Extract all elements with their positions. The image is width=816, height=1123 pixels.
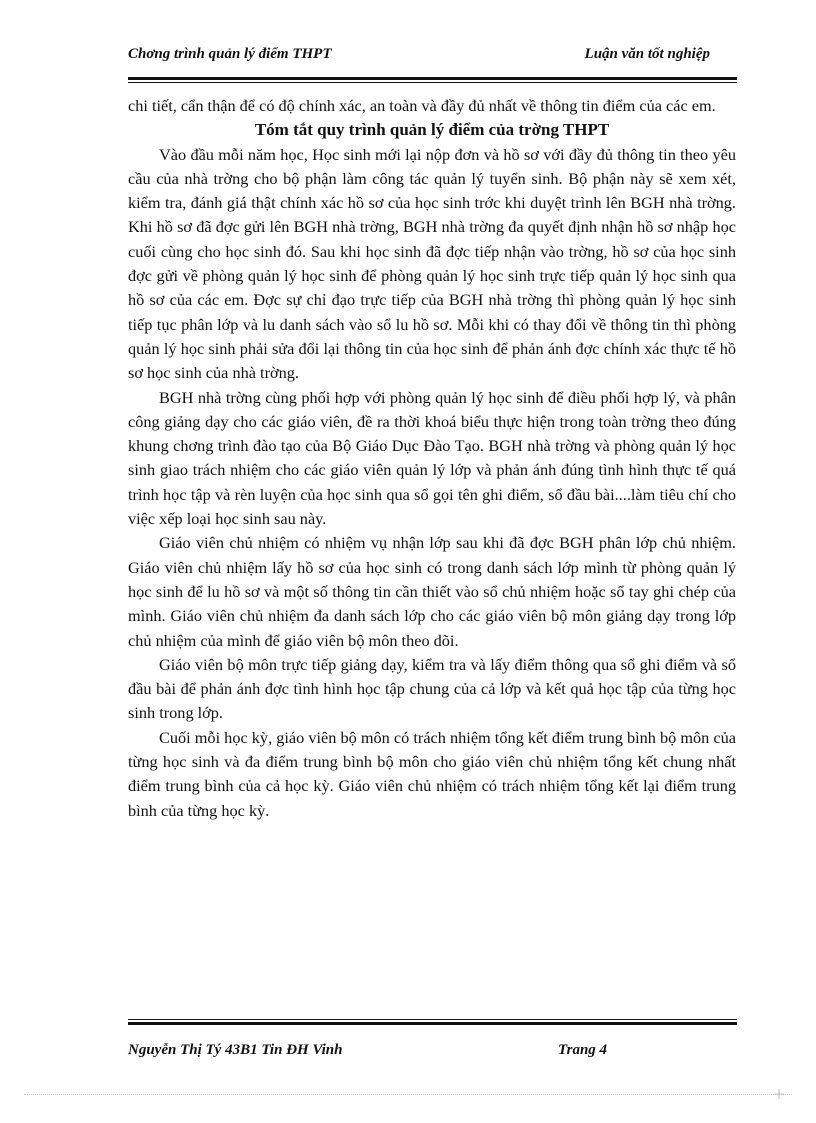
intro-paragraph: chi tiết, cẩn thận để có độ chính xác, an toàn và đầy đủ nhất về thông tin điểm của các em. [128, 96, 716, 115]
header-rule-thin [128, 82, 737, 83]
header-title: Chơng trình quản lý điểm THPT [128, 46, 332, 62]
page-header [128, 44, 736, 74]
paragraph: Giáo viên chủ nhiệm có nhiệm vụ nhận lớp sau khi đã đợc BGH phân lớp chủ nhiệm. Giáo viên chủ nhiệm lấy hồ sơ của học sinh có trong danh sách lớp mình từ phòng quản lý học sinh để lu hồ sơ và một số thông tin cần thiết vào sổ chủ nhiệm hoặc sổ tay ghi chép của mình. Giáo viên chủ nhiệm đa danh sách lớp cho các giáo viên bộ môn giảng dạy trong lớp chủ nhiệm của mình để giáo viên bộ môn theo dõi. [128, 533, 736, 650]
header-rule-thick [128, 77, 737, 80]
footer-rule-thick [128, 1022, 737, 1025]
footer-author: Nguyễn Thị Tý 43B1 Tin ĐH Vinh [128, 1042, 343, 1058]
paragraph: Vào đầu mỗi năm học, Học sinh mới lại nộp đơn và hồ sơ với đầy đủ thông tin theo yêu cầu của nhà trờng cho bộ phận làm công tác quản lý tuyển sinh. Bộ phận này sẽ xem xét, kiểm tra, đánh giá thật chính xác hồ sơ của học sinh trớc khi duyệt trình lên BGH nhà trờng. Khi hồ sơ đã đợc gửi lên BGH nhà trờng, BGH nhà trờng đa quyết định nhận hồ sơ nhập học cuối cùng cho học sinh đó. Sau khi học sinh đã đợc tiếp nhận vào trờng, hồ sơ của học sinh đợc gửi về phòng quản lý học sinh để phòng quản lý học sinh trực tiếp quản lý học sinh qua hồ sơ của các em. Đợc sự chỉ đạo trực tiếp của BGH nhà trờng thì phòng quản lý học sinh tiếp tục phân lớp và lu danh sách vào sổ lu hồ sơ. Mỗi khi có thay đổi về thông tin thì phòng quản lý học sinh phải sửa đổi lại thông tin của học sinh để phản ánh đợc chính xác thực tế hồ sơ học sinh của nhà trờng. [128, 144, 736, 383]
paragraph: Giáo viên bộ môn trực tiếp giảng dạy, kiểm tra và lấy điểm thông qua sổ ghi điểm và sổ đầu bài để phản ánh đợc tình hình học tập chung của cả lớp và kết quả học tập của từng học sinh trong lớp. [128, 654, 736, 723]
paragraph: BGH nhà trờng cùng phối hợp với phòng quản lý học sinh để điều phối hợp lý, và phân công giảng dạy cho các giáo viên, đề ra thời khoá biểu thực hiện trong toàn trờng theo đúng khung chơng trình đào tạo của Bộ Giáo Dục Đào Tạo. BGH nhà trờng và phòng quản lý học sinh giao trách nhiệm cho các giáo viên quản lý lớp và phản ánh đúng tình hình thực tế quá trình học tập và rèn luyện của học sinh qua sổ gọi tên ghi điểm, sổ đầu bài....làm tiêu chí cho việc xếp loại học sinh sau này. [128, 387, 736, 529]
header-thesis-label: Luận văn tốt nghiệp [584, 46, 710, 62]
page-number: Trang 4 [558, 1042, 608, 1058]
document-body [128, 94, 736, 823]
footer-rule-thin [128, 1019, 737, 1020]
paragraph: Cuối mỗi học kỳ, giáo viên bộ môn có trách nhiệm tổng kết điểm trung bình bộ môn của từng học sinh và đa điểm trung bình bộ môn cho giáo viên chủ nhiệm tổng kết chung nhất điểm trung bình của cả học kỳ. Giáo viên chủ nhiệm có trách nhiệm tổng kết lại điểm trung bình của từng học kỳ. [128, 727, 736, 820]
crop-mark-icon [774, 1089, 784, 1099]
section-title: Tóm tắt quy trình quản lý điểm của trờng THPT [254, 120, 610, 140]
page-bottom-dotted-line [24, 1094, 792, 1095]
page-footer [128, 1042, 736, 1068]
